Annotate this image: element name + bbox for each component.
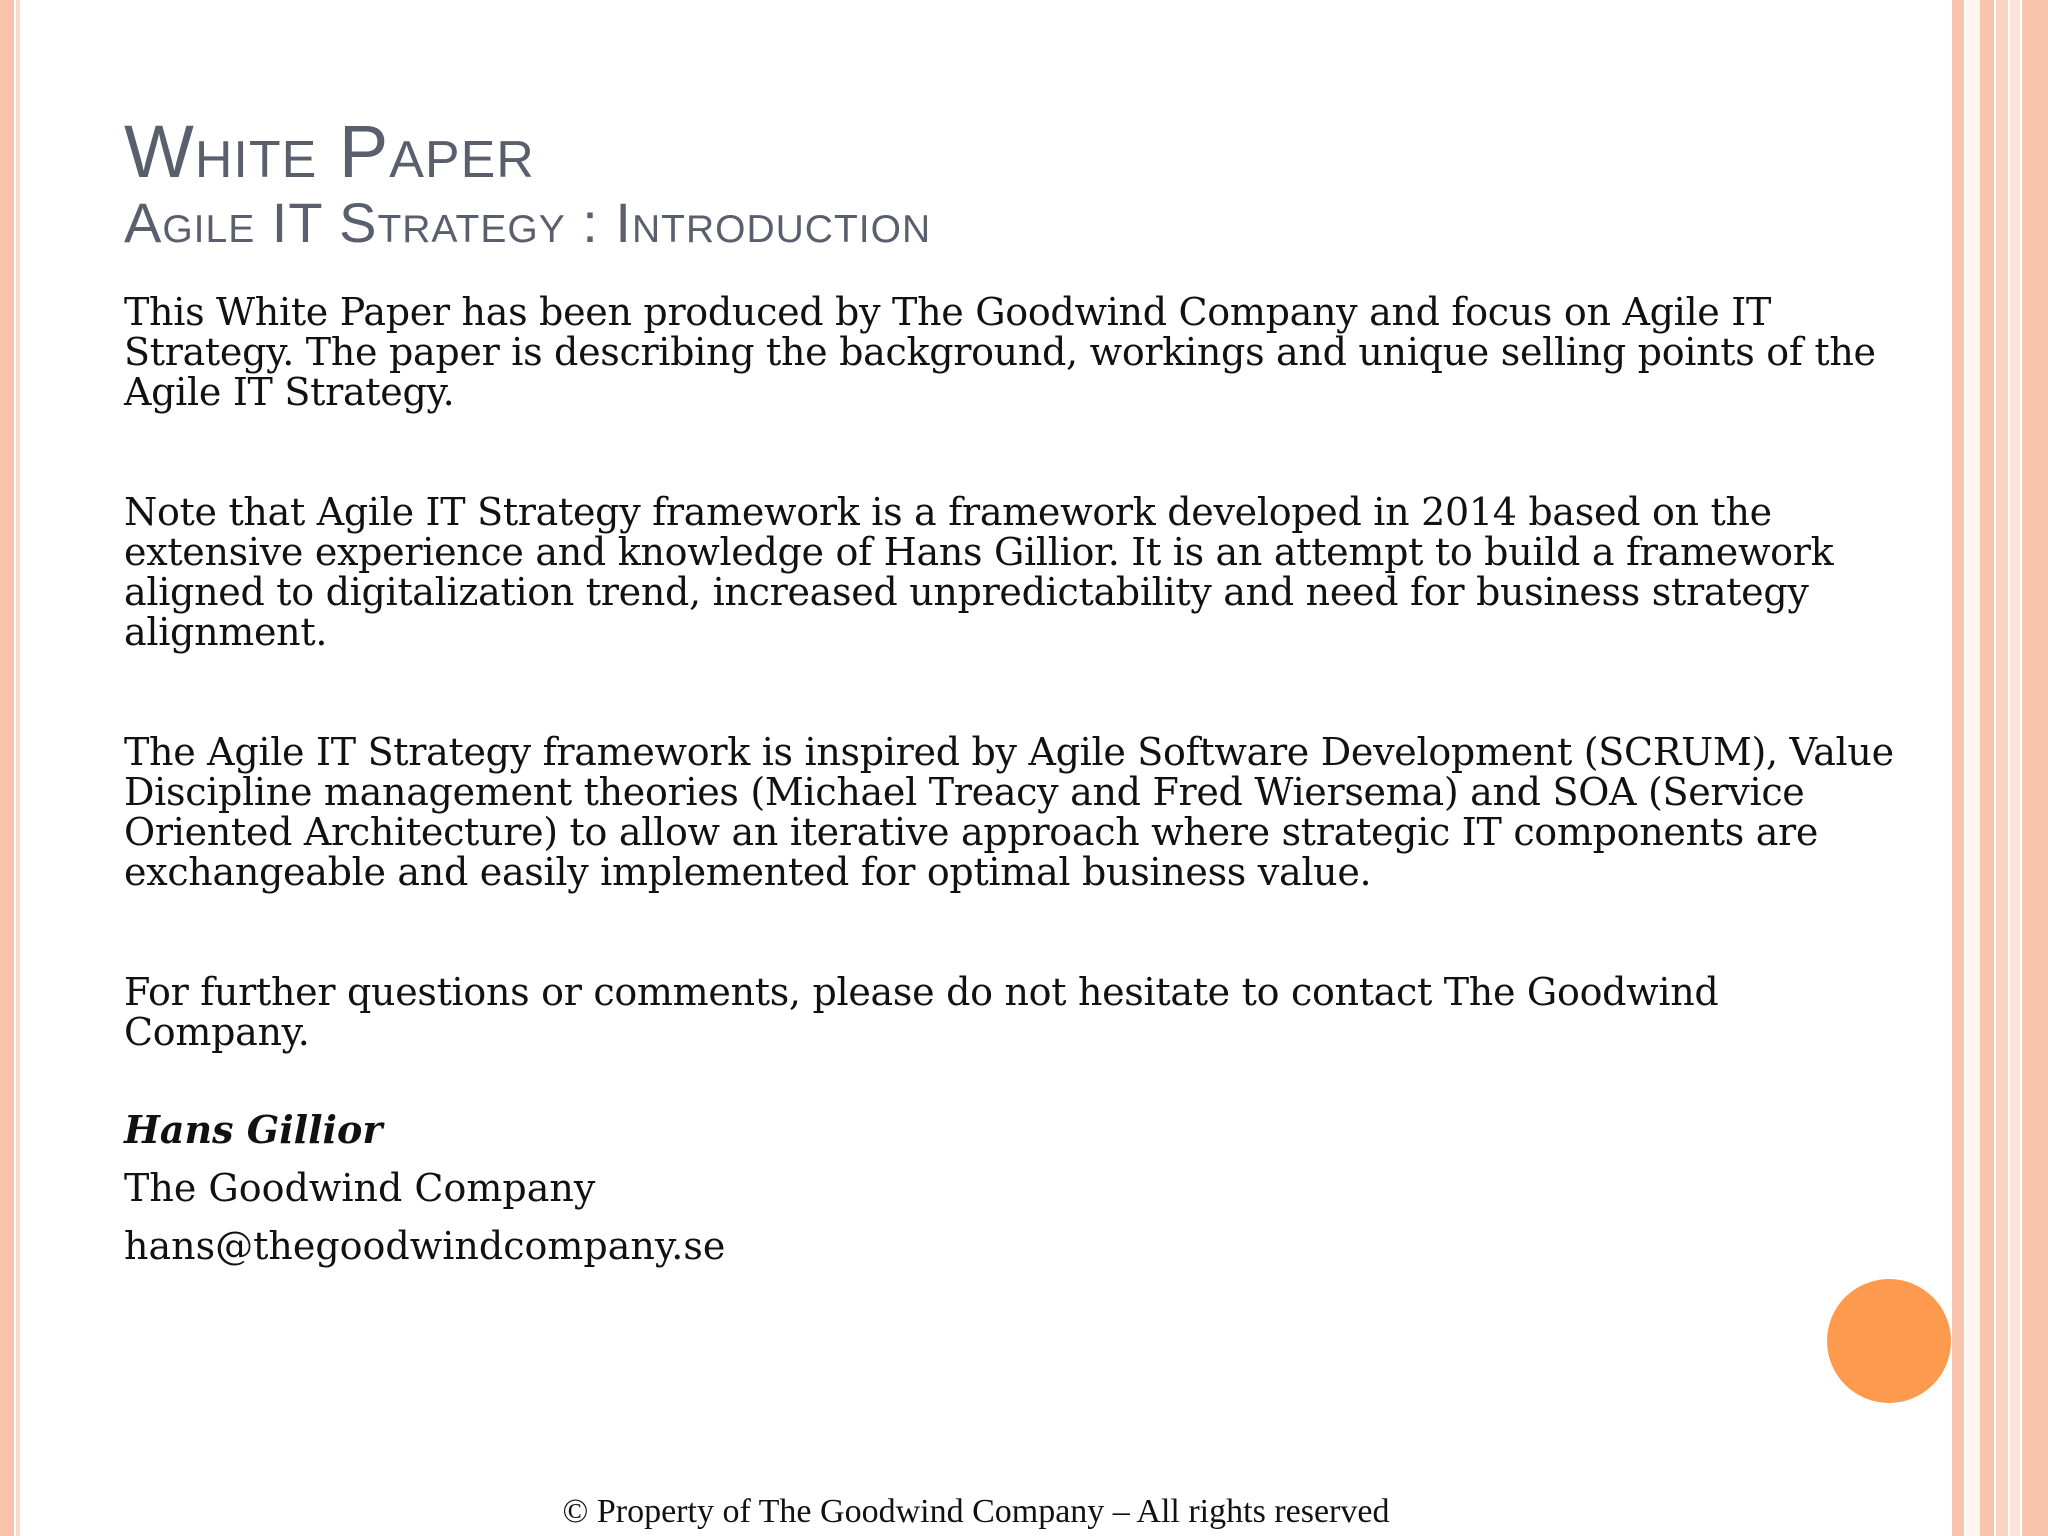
slide-title: White Paper <box>124 110 535 193</box>
copyright-footer: © Property of The Goodwind Company – All rights reserved <box>562 1493 1390 1530</box>
inspiration-paragraph: The Agile IT Strategy framework is inspired by Agile Software Development (SCRUM), Value Discipline management theories (Michael Treacy and Fred Wiersema) and SOA (Service Oriented Architecture) to allow an iterative approach where strategic IT components are exchangeable and easily implemented for optimal business value. <box>124 730 1894 894</box>
right-border-stripe <box>2010 0 2020 1536</box>
signature-email: hans@thegoodwindcompany.se <box>124 1224 726 1268</box>
signature-block <box>124 1108 1904 1268</box>
right-border-stripe <box>1980 0 1994 1536</box>
slide-body <box>124 292 1904 1282</box>
decorative-orange-circle <box>1827 1279 1951 1403</box>
slide-subtitle: Agile IT Strategy : Introduction <box>124 191 932 254</box>
right-border-stripe <box>1966 0 1980 1536</box>
framework-note-paragraph: Note that Agile IT Strategy framework is a framework developed in 2014 based on the extensive experience and knowledge of Hans Gillior. It is an attempt to build a framework aligned to digitalization trend, increased unpredictability and need for business strategy alignment. <box>124 490 1834 654</box>
right-border-stripe <box>1996 0 2008 1536</box>
left-border-thin-stripe <box>16 0 20 1536</box>
right-border-stripe <box>1952 0 1964 1536</box>
contact-paragraph: For further questions or comments, please do not hesitate to contact The Goodwind Company. <box>124 970 1719 1054</box>
right-border-stripe <box>2022 0 2048 1536</box>
signature-name: Hans Gillior <box>124 1107 383 1152</box>
left-border-stripe <box>0 0 14 1536</box>
signature-company: The Goodwind Company <box>124 1166 596 1210</box>
intro-paragraph: This White Paper has been produced by The Goodwind Company and focus on Agile IT Strategy. The paper is describing the background, workings and unique selling points of the Agile IT Strategy. <box>124 290 1876 414</box>
